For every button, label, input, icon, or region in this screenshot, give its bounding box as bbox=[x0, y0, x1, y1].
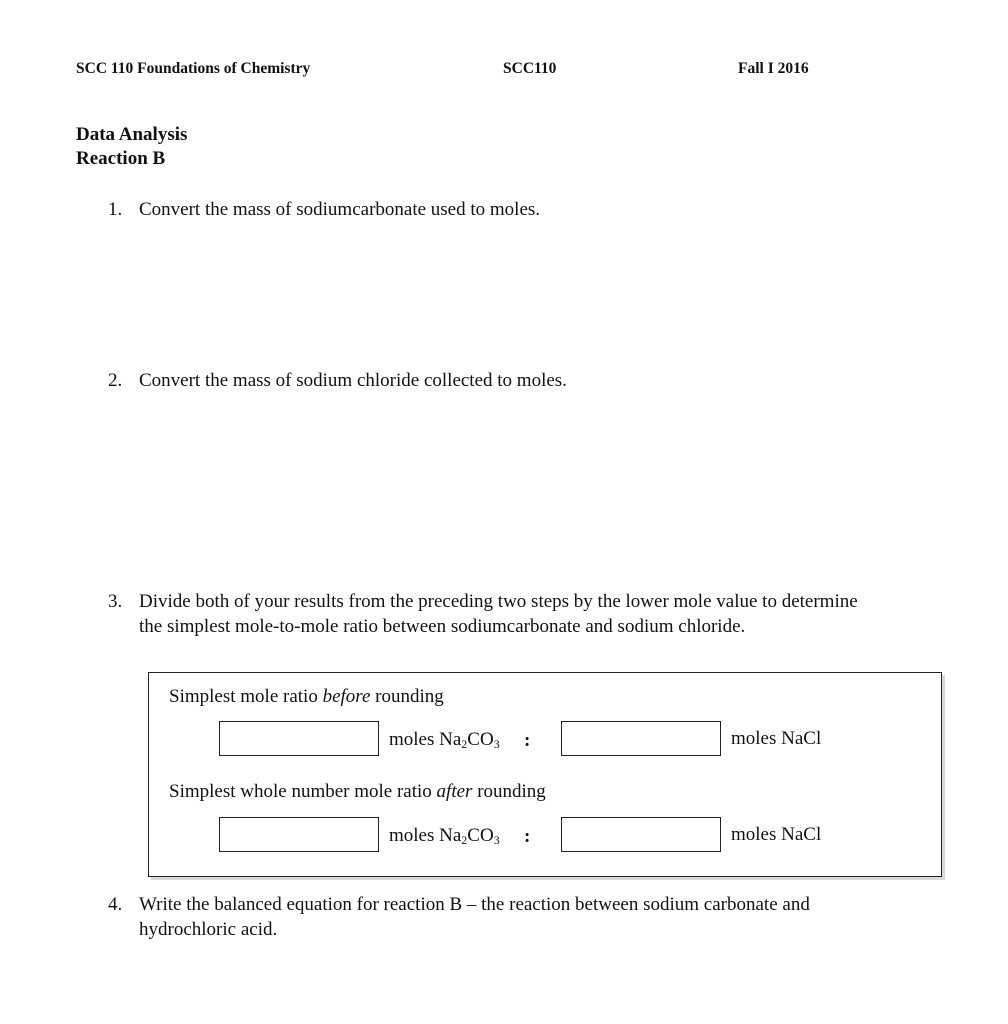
ratio-colon: : bbox=[524, 730, 531, 751]
question-text: Write the balanced equation for reaction B – the reaction between sodium carbonate and hydrochloric acid. bbox=[139, 894, 810, 940]
question-text: Divide both of your results from the preceding two steps by the lower mole value to determine the simplest mole-to-mole ratio between sodiumcarbonate and sodium chloride. bbox=[139, 591, 858, 637]
after-na2co3-input[interactable] bbox=[219, 817, 379, 852]
question-number: 4. bbox=[108, 894, 123, 915]
unit-na2co3: moles $Na_2CO_3$ bbox=[389, 825, 500, 847]
unit-na2co3: moles $Na_2CO_3$ bbox=[389, 729, 500, 751]
question-text: Convert the mass of sodium chloride collected to moles. bbox=[139, 370, 567, 391]
unit-nacl: moles NaCl bbox=[731, 728, 822, 749]
question-number: 2. bbox=[108, 370, 123, 391]
ratio-answer-box bbox=[148, 672, 942, 877]
question-number: 1. bbox=[108, 199, 123, 220]
course-title: SCC 110 Foundations of Chemistry bbox=[76, 60, 311, 77]
before-rounding-label: Simplest mole ratio before rounding bbox=[169, 686, 444, 707]
course-code: SCC110 bbox=[503, 60, 557, 77]
after-nacl-input[interactable] bbox=[561, 817, 721, 852]
before-na2co3-input[interactable] bbox=[219, 721, 379, 756]
section-title: Data Analysis bbox=[76, 124, 188, 145]
after-rounding-label: Simplest whole number mole ratio after rounding bbox=[169, 781, 546, 802]
ratio-colon: : bbox=[524, 826, 531, 847]
question-text: Convert the mass of sodiumcarbonate used to moles. bbox=[139, 199, 541, 220]
term: Fall I 2016 bbox=[738, 60, 809, 77]
question-number: 3. bbox=[108, 591, 123, 612]
unit-nacl: moles NaCl bbox=[731, 824, 822, 845]
section-subtitle: Reaction B bbox=[76, 148, 166, 169]
before-nacl-input[interactable] bbox=[561, 721, 721, 756]
